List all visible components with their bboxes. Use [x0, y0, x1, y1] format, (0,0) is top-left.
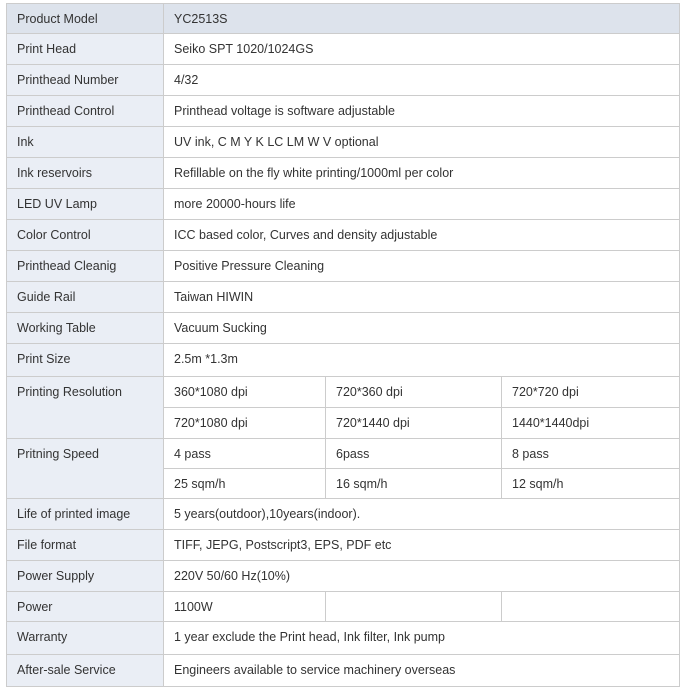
row-label: Printhead Control: [7, 96, 164, 127]
row-value: 4/32: [164, 65, 680, 96]
table-row: [7, 220, 680, 251]
resolution-row: [7, 377, 680, 408]
row-value: 2.5m *1.3m: [164, 344, 680, 377]
row-label: After-sale Service: [7, 655, 164, 687]
table-row: [7, 313, 680, 344]
speed-cell: 12 sqm/h: [502, 469, 680, 499]
row-label: Printhead Number: [7, 65, 164, 96]
resolution-cell: 720*360 dpi: [326, 377, 502, 408]
table-row: [7, 622, 680, 655]
resolution-cell: 720*1080 dpi: [164, 408, 326, 439]
table-header-row: [7, 4, 680, 34]
table-row: [7, 96, 680, 127]
empty-cell: [326, 592, 502, 622]
speed-cell: 4 pass: [164, 439, 326, 469]
row-label: Power Supply: [7, 561, 164, 592]
resolution-cell: 720*720 dpi: [502, 377, 680, 408]
row-value: Positive Pressure Cleaning: [164, 251, 680, 282]
table-row: [7, 34, 680, 65]
table-row: [7, 65, 680, 96]
table-row: [7, 655, 680, 687]
row-label: Print Size: [7, 344, 164, 377]
table-row: [7, 499, 680, 530]
speed-cell: 25 sqm/h: [164, 469, 326, 499]
row-value: 220V 50/60 Hz(10%): [164, 561, 680, 592]
row-label: LED UV Lamp: [7, 189, 164, 220]
row-value: 1 year exclude the Print head, Ink filter, Ink pump: [164, 622, 680, 655]
speed-cell: 8 pass: [502, 439, 680, 469]
row-value: UV ink, C M Y K LC LM W V optional: [164, 127, 680, 158]
row-value: Seiko SPT 1020/1024GS: [164, 34, 680, 65]
row-value: more 20000-hours life: [164, 189, 680, 220]
table-row: [7, 158, 680, 189]
speed-row: [7, 439, 680, 469]
table-row: [7, 127, 680, 158]
empty-cell: [502, 592, 680, 622]
speed-cell: 6pass: [326, 439, 502, 469]
table-row: [7, 251, 680, 282]
row-value: Refillable on the fly white printing/1000ml per color: [164, 158, 680, 189]
row-label: Ink reservoirs: [7, 158, 164, 189]
row-label: Working Table: [7, 313, 164, 344]
row-label: Ink: [7, 127, 164, 158]
row-value: Vacuum Sucking: [164, 313, 680, 344]
row-value: Engineers available to service machinery overseas: [164, 655, 680, 687]
row-value: Printhead voltage is software adjustable: [164, 96, 680, 127]
table-row: [7, 344, 680, 377]
table-row: [7, 561, 680, 592]
row-value: TIFF, JEPG, Postscript3, EPS, PDF etc: [164, 530, 680, 561]
speed-label: Pritning Speed: [7, 439, 164, 499]
row-label: File format: [7, 530, 164, 561]
power-row: [7, 592, 680, 622]
row-label: Warranty: [7, 622, 164, 655]
row-label: Color Control: [7, 220, 164, 251]
spec-table: [6, 3, 680, 687]
resolution-cell: 360*1080 dpi: [164, 377, 326, 408]
header-label: Product Model: [7, 4, 164, 34]
power-label: Power: [7, 592, 164, 622]
power-value: 1100W: [164, 592, 326, 622]
row-label: Print Head: [7, 34, 164, 65]
table-row: [7, 189, 680, 220]
row-value: 5 years(outdoor),10years(indoor).: [164, 499, 680, 530]
header-value: YC2513S: [164, 4, 680, 34]
row-label: Life of printed image: [7, 499, 164, 530]
speed-cell: 16 sqm/h: [326, 469, 502, 499]
row-value: ICC based color, Curves and density adjustable: [164, 220, 680, 251]
resolution-cell: 1440*1440dpi: [502, 408, 680, 439]
resolution-label: Printing Resolution: [7, 377, 164, 439]
table-row: [7, 530, 680, 561]
row-value: Taiwan HIWIN: [164, 282, 680, 313]
row-label: Guide Rail: [7, 282, 164, 313]
row-label: Printhead Cleanig: [7, 251, 164, 282]
resolution-cell: 720*1440 dpi: [326, 408, 502, 439]
table-row: [7, 282, 680, 313]
